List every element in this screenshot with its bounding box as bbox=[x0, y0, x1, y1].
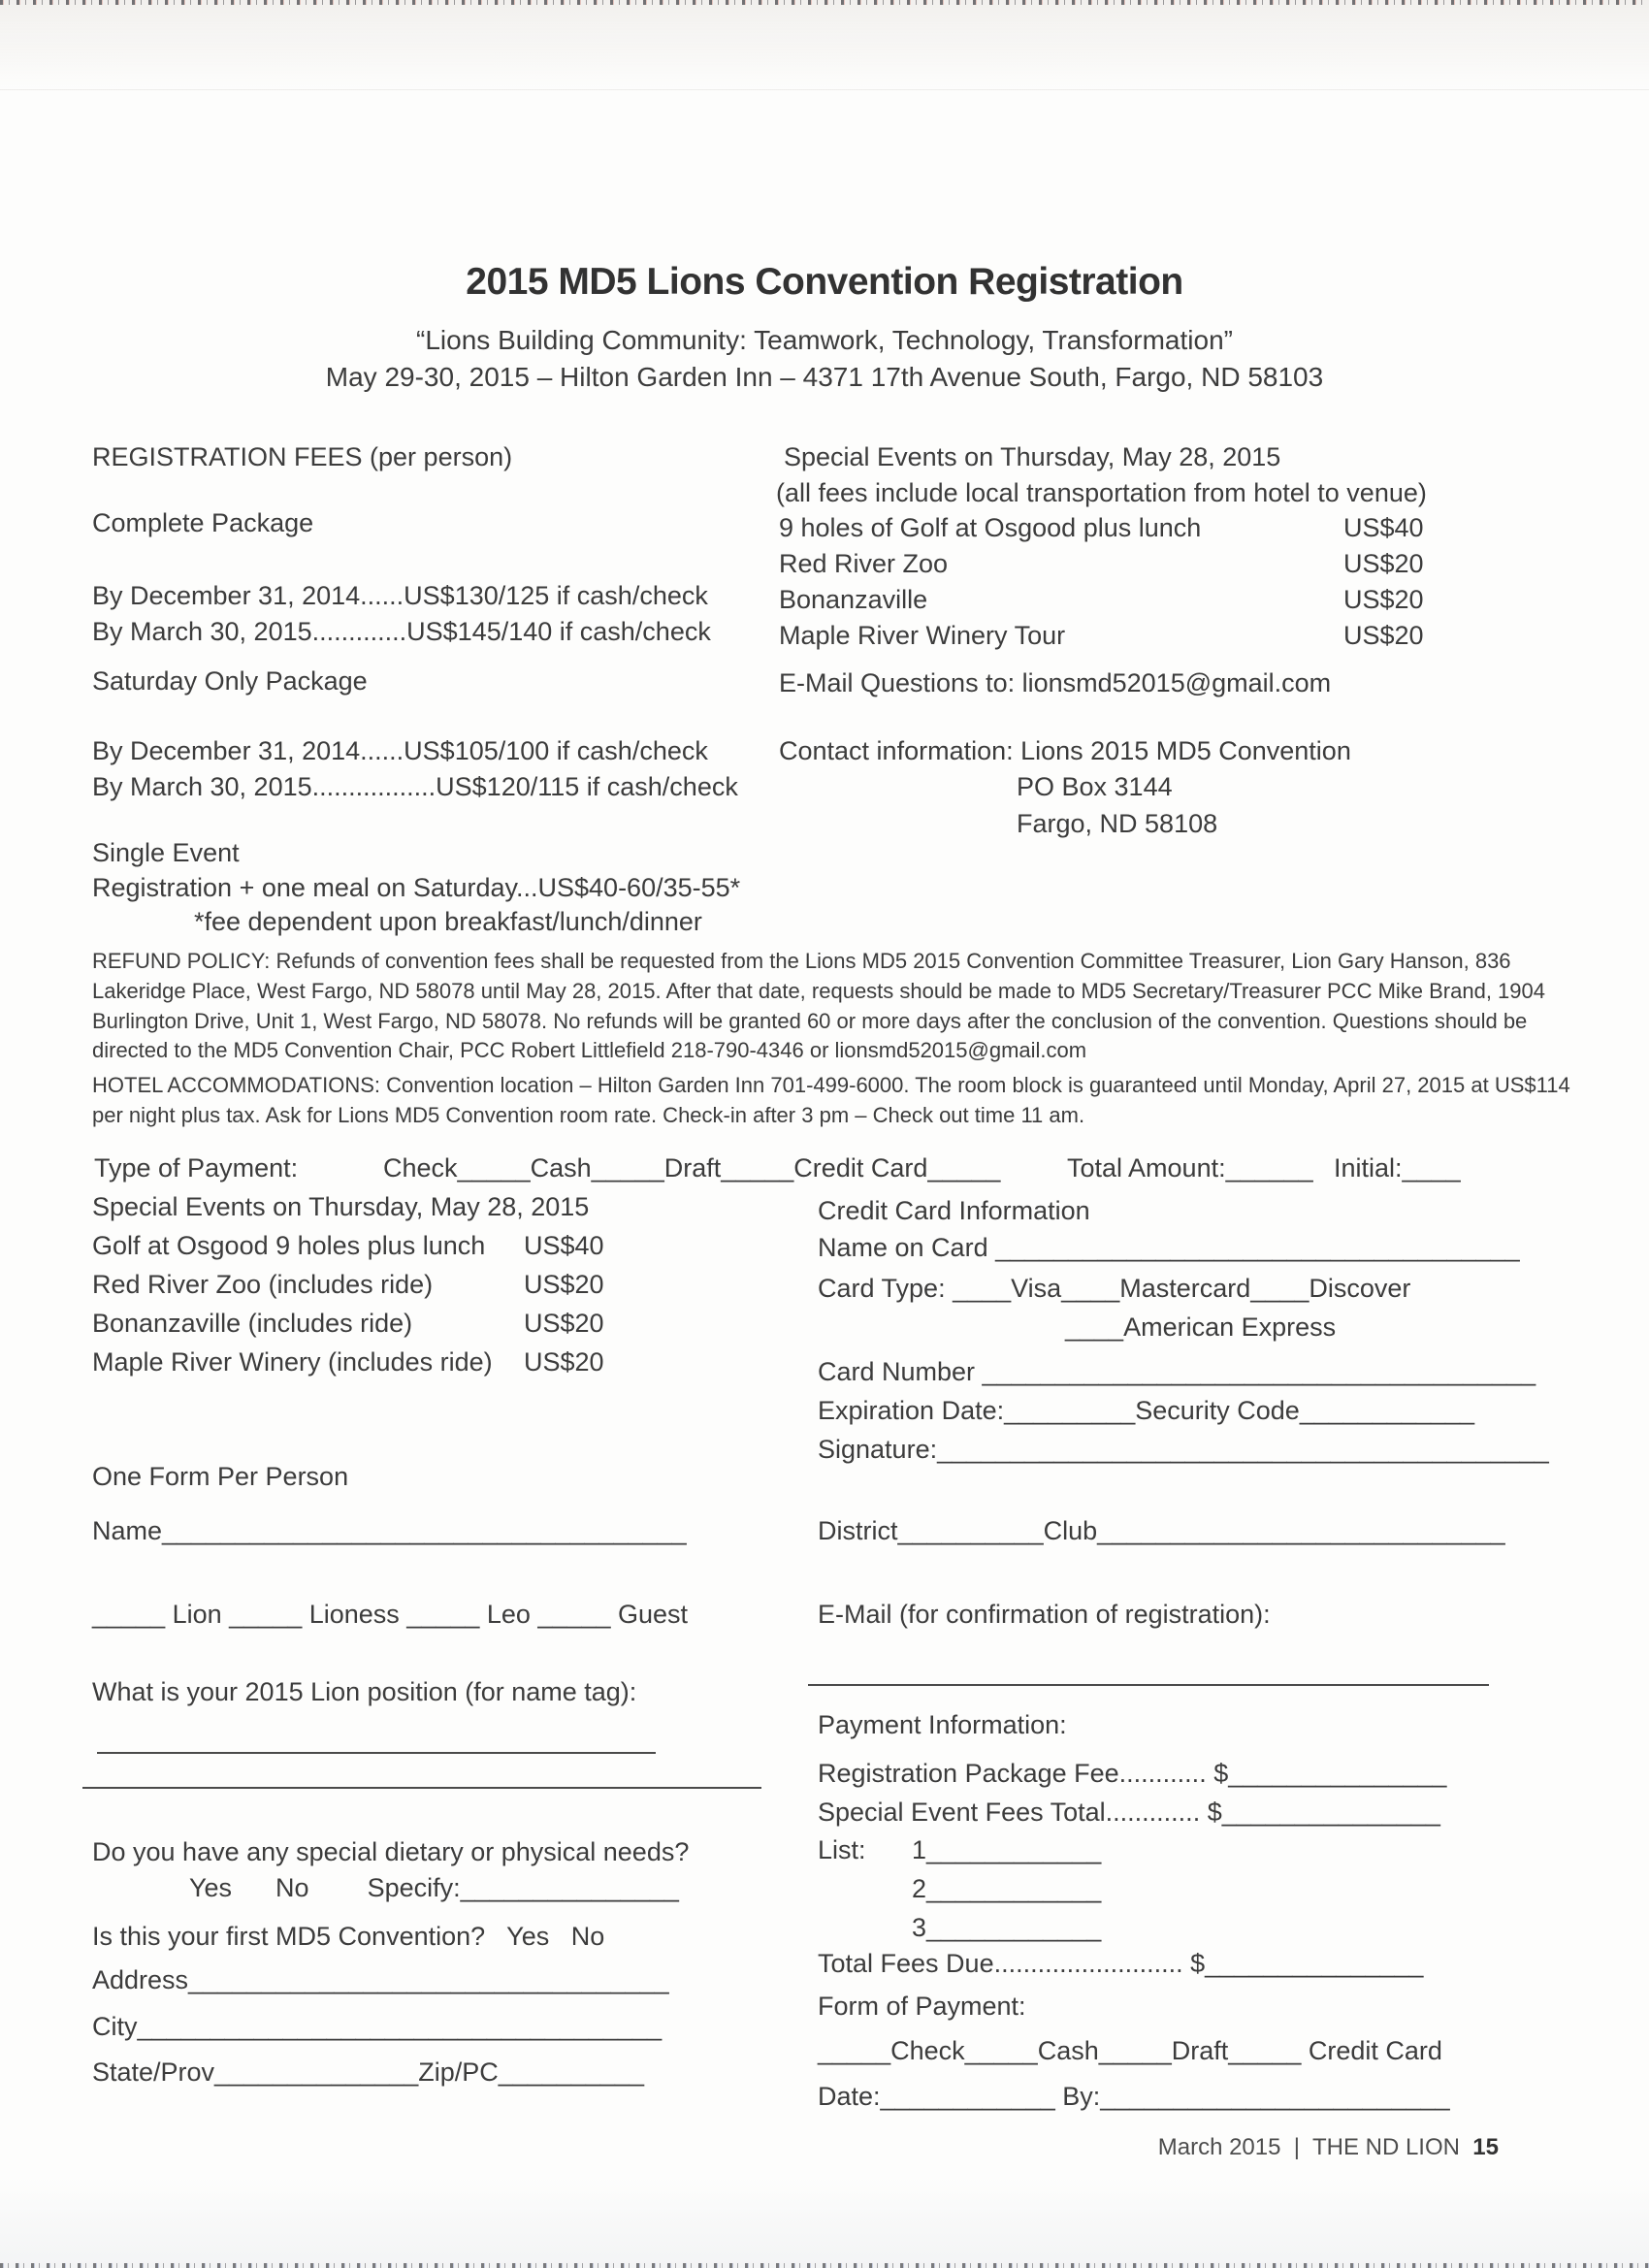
form-event-price-winery: US$20 bbox=[524, 1347, 604, 1377]
event-label-bonanzaville: Bonanzaville bbox=[779, 585, 928, 614]
name-field: Name____________________________________ bbox=[92, 1516, 687, 1545]
form-of-payment-label: Form of Payment: bbox=[818, 1992, 1026, 2021]
event-label-winery: Maple River Winery Tour bbox=[779, 621, 1066, 650]
card-number-field: Card Number ______________________________________ bbox=[818, 1357, 1536, 1386]
email-answer-line bbox=[808, 1684, 1489, 1686]
event-label-golf: 9 holes of Golf at Osgood plus lunch bbox=[779, 513, 1202, 542]
event-price-winery: US$20 bbox=[1343, 621, 1424, 650]
footer-text: March 2015 | THE ND LION bbox=[1157, 2134, 1473, 2160]
complete-package-dec-price: By December 31, 2014......US$130/125 if cash/check bbox=[92, 581, 708, 610]
page-subtitle: “Lions Building Community: Teamwork, Technology, Transformation” bbox=[416, 325, 1233, 355]
event-price-bonanzaville: US$20 bbox=[1343, 585, 1424, 614]
expiration-security-field: Expiration Date:_________Security Code____________ bbox=[818, 1396, 1475, 1425]
single-event-label: Single Event bbox=[92, 838, 240, 867]
special-events-info-heading: Special Events on Thursday, May 28, 2015 bbox=[784, 442, 1281, 471]
first-convention-question: Is this your first MD5 Convention? Yes No bbox=[92, 1922, 605, 1951]
form-event-label-zoo: Red River Zoo (includes ride) bbox=[92, 1270, 434, 1299]
page-footer bbox=[1067, 2134, 1499, 2161]
hotel-accommodations-paragraph: HOTEL ACCOMMODATIONS: Convention location – Hilton Garden Inn 701-499-6000. The room block is guaranteed until Monday, April 27, 2015 at US$114 per night plus tax. Ask for Lions MD5 Convention room rate. Check-in after 3 pm – Check out time 11 am. bbox=[92, 1073, 1570, 1127]
credit-card-heading: Credit Card Information bbox=[818, 1196, 1090, 1225]
dietary-question: Do you have any special dietary or physical needs? bbox=[92, 1837, 690, 1866]
membership-checkboxes: _____ Lion _____ Lioness _____ Leo _____ Guest bbox=[92, 1600, 689, 1629]
scan-edge-bottom bbox=[0, 2263, 1649, 2268]
type-of-payment-label: Type of Payment: bbox=[94, 1153, 299, 1183]
initial-field: Initial:____ bbox=[1334, 1153, 1461, 1183]
scan-edge-top bbox=[0, 0, 1649, 5]
state-zip-fields: State/Prov______________Zip/PC__________ bbox=[92, 2057, 644, 2087]
form-event-price-bonanzaville: US$20 bbox=[524, 1309, 604, 1338]
signature-field: Signature:__________________________________________ bbox=[818, 1435, 1549, 1464]
registration-package-fee-field: Registration Package Fee............ $_______________ bbox=[818, 1759, 1447, 1788]
event-price-zoo: US$20 bbox=[1343, 549, 1424, 578]
form-event-price-zoo: US$20 bbox=[524, 1270, 604, 1299]
card-type-field: Card Type: ____Visa____Mastercard____Discover bbox=[818, 1274, 1411, 1303]
special-event-fees-total-field: Special Event Fees Total............. $_______________ bbox=[818, 1798, 1440, 1827]
saturday-package-dec-price: By December 31, 2014......US$105/100 if cash/check bbox=[92, 736, 708, 765]
single-event-detail: Registration + one meal on Saturday...US$40-60/35-55* bbox=[92, 873, 741, 902]
lion-position-answer-line-1 bbox=[97, 1752, 656, 1754]
form-of-payment-options: _____Check_____Cash_____Draft_____ Credit Card bbox=[818, 2036, 1442, 2065]
complete-package-mar-price: By March 30, 2015.............US$145/140 if cash/check bbox=[92, 617, 711, 646]
district-club-field: District__________Club____________________________ bbox=[818, 1516, 1505, 1545]
contact-info-line: Contact information: Lions 2015 MD5 Convention bbox=[779, 736, 1351, 765]
registration-fees-heading: REGISTRATION FEES (per person) bbox=[92, 442, 513, 471]
dietary-yes-no-specify: Yes No Specify:_______________ bbox=[189, 1873, 679, 1902]
list-item-3-field: 3____________ bbox=[912, 1913, 1102, 1942]
total-amount-field: Total Amount:______ bbox=[1067, 1153, 1313, 1183]
page-title: 2015 MD5 Lions Convention Registration bbox=[466, 261, 1183, 303]
lion-position-answer-line-2 bbox=[82, 1787, 761, 1789]
event-label-zoo: Red River Zoo bbox=[779, 549, 949, 578]
page-date-location: May 29-30, 2015 – Hilton Garden Inn – 4371 17th Avenue South, Fargo, ND 58103 bbox=[325, 362, 1324, 392]
event-price-golf: US$40 bbox=[1343, 513, 1424, 542]
special-events-form-heading: Special Events on Thursday, May 28, 2015 bbox=[92, 1192, 590, 1221]
single-event-note: *fee dependent upon breakfast/lunch/dinner bbox=[194, 907, 702, 936]
name-on-card-field: Name on Card ____________________________________ bbox=[818, 1233, 1520, 1262]
complete-package-label: Complete Package bbox=[92, 508, 314, 537]
form-event-price-golf: US$40 bbox=[524, 1231, 604, 1260]
lion-position-question: What is your 2015 Lion position (for name tag): bbox=[92, 1677, 637, 1706]
list-item-1-field: 1____________ bbox=[912, 1835, 1102, 1864]
form-event-label-golf: Golf at Osgood 9 holes plus lunch bbox=[92, 1231, 486, 1260]
saturday-package-mar-price: By March 30, 2015.................US$120/115 if cash/check bbox=[92, 772, 738, 801]
date-by-fields: Date:____________ By:________________________ bbox=[818, 2082, 1450, 2111]
payment-information-heading: Payment Information: bbox=[818, 1710, 1067, 1739]
saturday-package-label: Saturday Only Package bbox=[92, 666, 368, 696]
form-event-label-bonanzaville: Bonanzaville (includes ride) bbox=[92, 1309, 413, 1338]
list-label: List: bbox=[818, 1835, 866, 1864]
total-fees-due-field: Total Fees Due.......................... $_______________ bbox=[818, 1949, 1424, 1978]
scan-top-strip bbox=[0, 0, 1649, 90]
special-events-info-note: (all fees include local transportation from hotel to venue) bbox=[776, 478, 1427, 507]
footer-page-number: 15 bbox=[1472, 2134, 1499, 2160]
email-questions-line: E-Mail Questions to: lionsmd52015@gmail.com bbox=[779, 668, 1332, 697]
card-type-amex-field: ____American Express bbox=[1065, 1312, 1337, 1342]
address-field: Address_________________________________ bbox=[92, 1965, 669, 1994]
contact-po-box: PO Box 3144 bbox=[1017, 772, 1173, 801]
email-confirmation-label: E-Mail (for confirmation of registration): bbox=[818, 1600, 1271, 1629]
list-item-2-field: 2____________ bbox=[912, 1874, 1102, 1903]
one-form-per-person-label: One Form Per Person bbox=[92, 1462, 349, 1491]
form-event-label-winery: Maple River Winery (includes ride) bbox=[92, 1347, 493, 1377]
type-of-payment-options: Check_____Cash_____Draft_____Credit Card_____ bbox=[383, 1153, 1001, 1183]
contact-city: Fargo, ND 58108 bbox=[1017, 809, 1218, 838]
refund-policy-paragraph: REFUND POLICY: Refunds of convention fees shall be requested from the Lions MD5 2015 Convention Committee Treasurer, Lion Gary Hanson, 836 Lakeridge Place, West Fargo, ND 58078 until May 28, 2015. After that date, requests should be made to MD5 Secretary/Treasurer PCC Mike Brand, 1904 Burlington Drive, Unit 1, West Fargo, ND 58078. No refunds will be granted 60 or more days after the conclusion of the convention. Questions should be directed to the MD5 Convention Chair, PCC Robert Littlefield 218-790-4346 or lionsmd52015@gmail.com bbox=[92, 949, 1545, 1063]
city-field: City____________________________________ bbox=[92, 2012, 663, 2041]
